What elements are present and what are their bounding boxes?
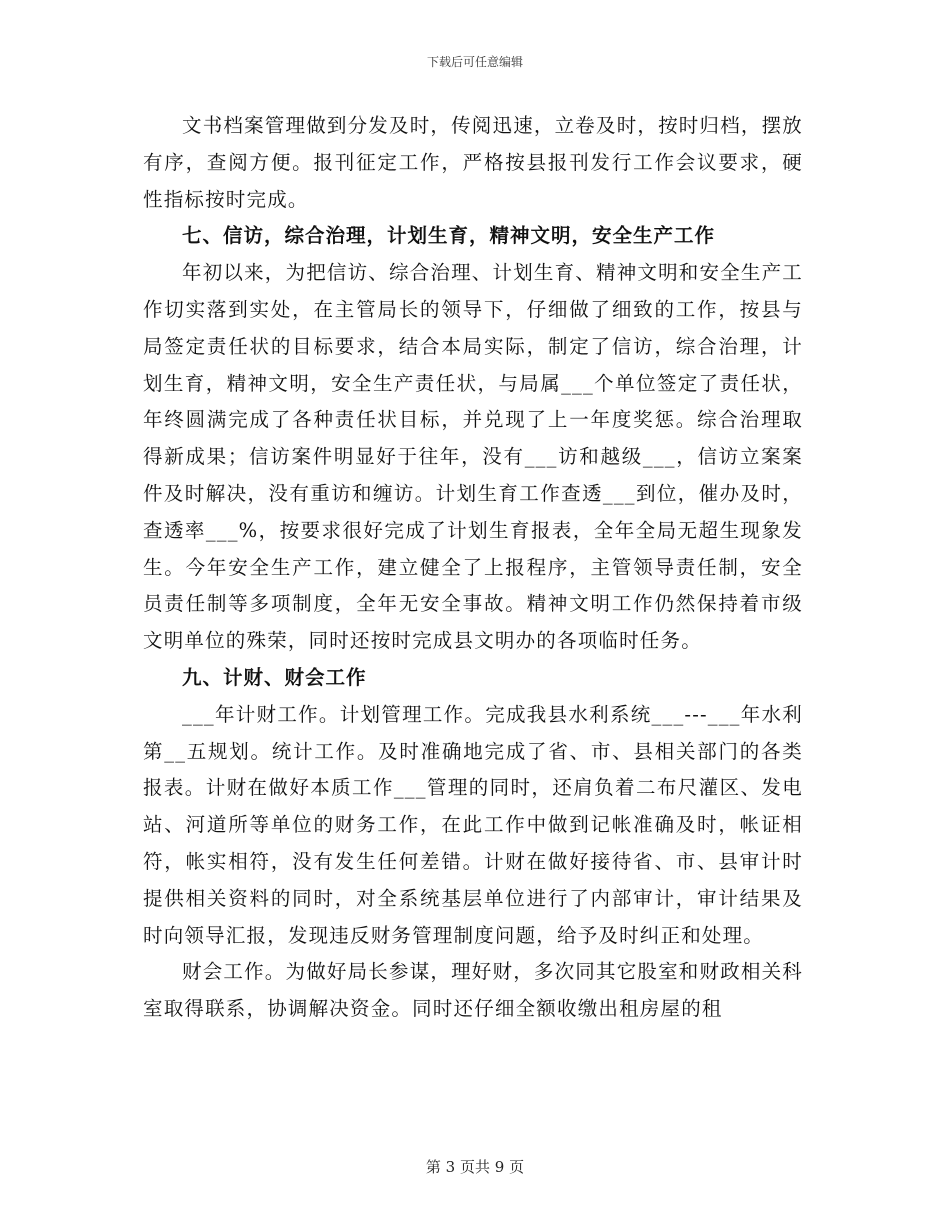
- paragraph-petition-safety: 年初以来，为把信访、综合治理、计划生育、精神文明和安全生产工作切实落到实处，在主管局长的领导下，仔细做了细致的工作，按县与局签定责任状的目标要求，结合本局实际，制定了信访，综合治理，计划生育，精神文明，安全生产责任状，与局属___个单位签定了责任状，年终圆满完成了各种责任状目标，并兑现了上一年度奖惩。综合治理取得新成果；信访案件明显好于往年，没有___访和越级___，信访立案案件及时解决，没有重访和缠访。计划生育工作查透___到位，催办及时，查透率___%，按要求很好完成了计划生育报表，全年全局无超生现象发生。今年安全生产工作，建立健全了上报程序，主管领导责任制，安全员责任制等多项制度，全年无安全事故。精神文明工作仍然保持着市级文明单位的殊荣，同时还按时完成县文明办的各项临时任务。: [143, 261, 804, 653]
- page-header: 下载后可任意编辑: [426, 55, 523, 69]
- section-heading-nine: 九、计财、财会工作: [182, 665, 367, 689]
- section-heading-seven: 七、信访，综合治理，计划生育，精神文明，安全生产工作: [182, 224, 716, 248]
- paragraph-accounting-work: 财会工作。为做好局长参谋，理好财，多次同其它股室和财政相关科室取得联系，协调解决资金。同时还仔细全额收缴出租房屋的租: [143, 960, 804, 1021]
- page-number-footer: 第 3 页共 9 页: [425, 1158, 525, 1176]
- paragraph-archive-management: 文书档案管理做到分发及时，传阅迅速，立卷及时，按时归档，摆放有序，查阅方便。报刊征定工作，严格按县报刊发行工作会议要求，硬性指标按时完成。: [143, 114, 804, 211]
- document-body: [143, 108, 803, 1028]
- paragraph-planning-finance: ___年计财工作。计划管理工作。完成我县水利系统___---___年水利第__五规划。统计工作。及时准确地完成了省、市、县相关部门的各类报表。计财在做好本质工作___管理的同时，还肩负着二布尺灌区、发电站、河道所等单位的财务工作，在此工作中做到记帐准确及时，帐证相符，帐实相符，没有发生任何差错。计财在做好接待省、市、县审计时提供相关资料的同时，对全系统基层单位进行了内部审计，审计结果及时向领导汇报，发现违反财务管理制度问题，给予及时纠正和处理。: [143, 702, 803, 947]
